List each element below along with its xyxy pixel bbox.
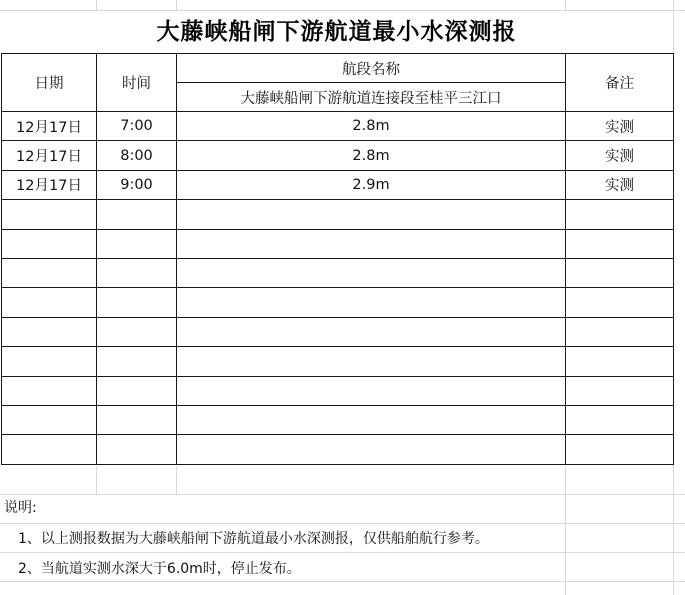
cell-remark[interactable]	[566, 317, 674, 346]
cell-depth[interactable]: 2.9m	[177, 170, 566, 199]
cell-date[interactable]	[2, 200, 97, 229]
table-row	[2, 200, 674, 229]
cell-depth[interactable]	[177, 200, 566, 229]
cell-depth[interactable]	[177, 376, 566, 405]
cell-date[interactable]: 12月17日	[2, 170, 97, 199]
header-remark: 备注	[566, 54, 674, 112]
table-row	[2, 112, 674, 141]
cell-time[interactable]	[97, 288, 177, 317]
cell-time[interactable]: 7:00	[97, 112, 177, 141]
cell-date[interactable]	[2, 435, 97, 464]
cell-depth[interactable]	[177, 317, 566, 346]
cell-remark[interactable]	[566, 229, 674, 258]
cell-time[interactable]	[97, 200, 177, 229]
cell-time[interactable]	[97, 229, 177, 258]
cell-depth[interactable]	[177, 288, 566, 317]
table-header-row	[2, 54, 674, 83]
cell-remark[interactable]: 实测	[566, 170, 674, 199]
cell-remark[interactable]	[566, 347, 674, 376]
table-row	[2, 405, 674, 434]
cell-date[interactable]	[2, 258, 97, 287]
cell-time[interactable]	[97, 405, 177, 434]
cell-remark[interactable]: 实测	[566, 141, 674, 170]
cell-date[interactable]	[2, 317, 97, 346]
header-segment-group: 航段名称	[177, 54, 566, 83]
table-row	[2, 170, 674, 199]
cell-remark[interactable]	[566, 200, 674, 229]
cell-date[interactable]	[2, 376, 97, 405]
table-row	[2, 435, 674, 464]
cell-remark[interactable]	[566, 435, 674, 464]
cell-time[interactable]	[97, 435, 177, 464]
cell-date[interactable]	[2, 405, 97, 434]
cell-depth[interactable]	[177, 405, 566, 434]
table-row	[2, 288, 674, 317]
cell-time[interactable]	[97, 376, 177, 405]
note-item: 2、当航道实测水深大于6.0m时，停止发布。	[18, 561, 301, 577]
notes-heading: 说明:	[4, 500, 37, 516]
note-item: 1、以上测报数据为大藤峡船闸下游航道最小水深测报，仅供船舶航行参考。	[18, 531, 489, 547]
cell-remark[interactable]	[566, 376, 674, 405]
table-row	[2, 141, 674, 170]
table-row	[2, 347, 674, 376]
cell-date[interactable]	[2, 347, 97, 376]
cell-depth[interactable]	[177, 258, 566, 287]
cell-depth[interactable]	[177, 229, 566, 258]
cell-depth[interactable]	[177, 435, 566, 464]
cell-remark[interactable]	[566, 405, 674, 434]
cell-date[interactable]	[2, 229, 97, 258]
header-date: 日期	[2, 54, 97, 112]
table-row	[2, 317, 674, 346]
header-segment: 大藤峡船闸下游航道连接段至桂平三江口	[177, 83, 566, 112]
cell-depth[interactable]: 2.8m	[177, 112, 566, 141]
table-row	[2, 229, 674, 258]
depth-report-table	[1, 53, 674, 465]
cell-remark[interactable]: 实测	[566, 112, 674, 141]
cell-time[interactable]: 9:00	[97, 170, 177, 199]
cell-date[interactable]	[2, 288, 97, 317]
cell-time[interactable]	[97, 317, 177, 346]
cell-time[interactable]	[97, 258, 177, 287]
cell-remark[interactable]	[566, 258, 674, 287]
cell-depth[interactable]: 2.8m	[177, 141, 566, 170]
cell-depth[interactable]	[177, 347, 566, 376]
cell-remark[interactable]	[566, 288, 674, 317]
cell-date[interactable]: 12月17日	[2, 141, 97, 170]
cell-date[interactable]: 12月17日	[2, 112, 97, 141]
report-title: 大藤峡船闸下游航道最小水深测报	[156, 19, 517, 45]
header-time: 时间	[97, 54, 177, 112]
cell-time[interactable]: 8:00	[97, 141, 177, 170]
table-row	[2, 258, 674, 287]
cell-time[interactable]	[97, 347, 177, 376]
table-row	[2, 376, 674, 405]
